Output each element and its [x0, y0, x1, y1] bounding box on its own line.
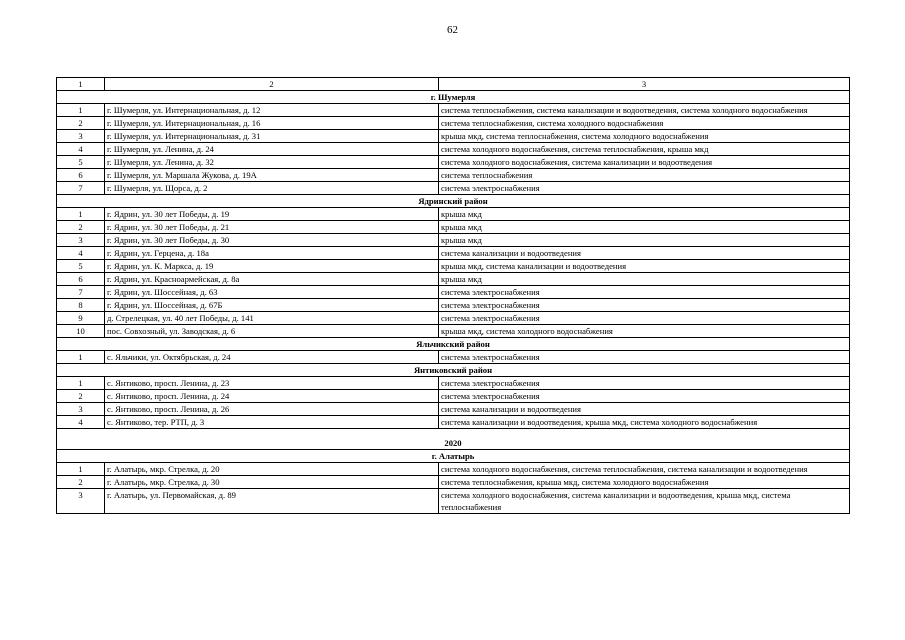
- section-row: [57, 450, 850, 463]
- address-cell: г. Ядрин, ул. 30 лет Победы, д. 21: [105, 221, 439, 234]
- row-number: 1: [57, 351, 105, 364]
- column-number-row: [57, 78, 850, 91]
- works-cell: система электроснабжения: [439, 377, 850, 390]
- year-row: [57, 429, 850, 450]
- address-cell: г. Ядрин, ул. К. Маркса, д. 19: [105, 260, 439, 273]
- table-row: [57, 234, 850, 247]
- row-number: 4: [57, 247, 105, 260]
- row-number: 6: [57, 273, 105, 286]
- works-cell: крыша мкд, система холодного водоснабжения: [439, 325, 850, 338]
- row-number: 3: [57, 234, 105, 247]
- table-row: [57, 390, 850, 403]
- address-cell: г. Шумерля, ул. Ленина, д. 32: [105, 156, 439, 169]
- section-heading: Яльчикский район: [57, 338, 850, 351]
- section-row: [57, 338, 850, 351]
- works-cell: крыша мкд: [439, 273, 850, 286]
- section-row: [57, 195, 850, 208]
- address-cell: д. Стрелецкая, ул. 40 лет Победы, д. 141: [105, 312, 439, 325]
- works-cell: система канализации и водоотведения, крыша мкд, система холодного водоснабжения: [439, 416, 850, 429]
- address-cell: г. Шумерля, ул. Маршала Жукова, д. 19А: [105, 169, 439, 182]
- works-cell: система холодного водоснабжения, система канализации и водоотведения: [439, 156, 850, 169]
- works-cell: крыша мкд, система канализации и водоотведения: [439, 260, 850, 273]
- works-cell: крыша мкд, система теплоснабжения, система холодного водоснабжения: [439, 130, 850, 143]
- table-row: [57, 377, 850, 390]
- table-row: [57, 260, 850, 273]
- address-cell: г. Шумерля, ул. Щорса, д. 2: [105, 182, 439, 195]
- table-row: [57, 169, 850, 182]
- row-number: 4: [57, 416, 105, 429]
- row-number: 3: [57, 403, 105, 416]
- works-cell: крыша мкд: [439, 221, 850, 234]
- row-number: 1: [57, 104, 105, 117]
- section-heading: г. Алатырь: [57, 450, 850, 463]
- register-table-body: [57, 78, 850, 514]
- table-row: [57, 130, 850, 143]
- works-cell: система теплоснабжения, крыша мкд, система холодного водоснабжения: [439, 476, 850, 489]
- section-heading: Янтиковский район: [57, 364, 850, 377]
- row-number: 3: [57, 130, 105, 143]
- address-cell: г. Ядрин, ул. 30 лет Победы, д. 30: [105, 234, 439, 247]
- address-cell: г. Ядрин, ул. Шоссейная, д. 63: [105, 286, 439, 299]
- table-row: [57, 117, 850, 130]
- address-cell: г. Шумерля, ул. Ленина, д. 24: [105, 143, 439, 156]
- table-row: [57, 476, 850, 489]
- works-cell: система теплоснабжения: [439, 169, 850, 182]
- row-number: 1: [57, 208, 105, 221]
- page-number: 62: [447, 24, 458, 36]
- address-cell: с. Янтиково, просп. Ленина, д. 26: [105, 403, 439, 416]
- table-row: [57, 351, 850, 364]
- works-cell: система теплоснабжения, система канализации и водоотведения, система холодного водоснабжения: [439, 104, 850, 117]
- row-number: 2: [57, 476, 105, 489]
- row-number: 10: [57, 325, 105, 338]
- table-row: [57, 312, 850, 325]
- row-number: 7: [57, 182, 105, 195]
- works-cell: система теплоснабжения, система холодного водоснабжения: [439, 117, 850, 130]
- works-cell: система канализации и водоотведения: [439, 247, 850, 260]
- works-cell: система холодного водоснабжения, система теплоснабжения, система канализации и водоотведения: [439, 463, 850, 476]
- address-cell: г. Шумерля, ул. Интернациональная, д. 31: [105, 130, 439, 143]
- row-number: 2: [57, 117, 105, 130]
- row-number: 1: [57, 463, 105, 476]
- section-row: [57, 91, 850, 104]
- column-number-1: 1: [57, 78, 105, 91]
- works-cell: система электроснабжения: [439, 286, 850, 299]
- table-row: [57, 221, 850, 234]
- address-cell: г. Шумерля, ул. Интернациональная, д. 16: [105, 117, 439, 130]
- works-cell: система электроснабжения: [439, 299, 850, 312]
- row-number: 5: [57, 156, 105, 169]
- row-number: 7: [57, 286, 105, 299]
- address-cell: г. Алатырь, мкр. Стрелка, д. 20: [105, 463, 439, 476]
- table-row: [57, 489, 850, 514]
- row-number: 6: [57, 169, 105, 182]
- table-row: [57, 403, 850, 416]
- address-cell: г. Ядрин, ул. Шоссейная, д. 67Б: [105, 299, 439, 312]
- table-row: [57, 208, 850, 221]
- row-number: 2: [57, 221, 105, 234]
- works-cell: система канализации и водоотведения: [439, 403, 850, 416]
- row-number: 9: [57, 312, 105, 325]
- address-cell: пос. Совхозный, ул. Заводская, д. 6: [105, 325, 439, 338]
- table-row: [57, 143, 850, 156]
- table-row: [57, 416, 850, 429]
- row-number: 3: [57, 489, 105, 514]
- row-number: 1: [57, 377, 105, 390]
- works-cell: система холодного водоснабжения, система канализации и водоотведения, крыша мкд, система теплоснабжения: [439, 489, 850, 514]
- table-row: [57, 325, 850, 338]
- section-row: [57, 364, 850, 377]
- table-row: [57, 247, 850, 260]
- works-cell: крыша мкд: [439, 234, 850, 247]
- works-cell: система холодного водоснабжения, система теплоснабжения, крыша мкд: [439, 143, 850, 156]
- row-number: 8: [57, 299, 105, 312]
- address-cell: с. Янтиково, тер. РТП, д. 3: [105, 416, 439, 429]
- address-cell: с. Янтиково, просп. Ленина, д. 24: [105, 390, 439, 403]
- address-cell: г. Ядрин, ул. Красноармейская, д. 8а: [105, 273, 439, 286]
- year-heading: 2020: [57, 429, 850, 450]
- column-number-3: 3: [439, 78, 850, 91]
- column-number-2: 2: [105, 78, 439, 91]
- works-cell: система электроснабжения: [439, 182, 850, 195]
- table-row: [57, 156, 850, 169]
- address-cell: г. Ядрин, ул. Герцена, д. 18а: [105, 247, 439, 260]
- table-row: [57, 182, 850, 195]
- section-heading: г. Шумерля: [57, 91, 850, 104]
- works-cell: система электроснабжения: [439, 390, 850, 403]
- address-cell: с. Яльчики, ул. Октябрьская, д. 24: [105, 351, 439, 364]
- register-table: [56, 77, 850, 514]
- table-row: [57, 463, 850, 476]
- section-heading: Ядринский район: [57, 195, 850, 208]
- address-cell: г. Шумерля, ул. Интернациональная, д. 12: [105, 104, 439, 117]
- table-row: [57, 299, 850, 312]
- address-cell: г. Алатырь, мкр. Стрелка, д. 30: [105, 476, 439, 489]
- works-cell: система электроснабжения: [439, 351, 850, 364]
- address-cell: г. Ядрин, ул. 30 лет Победы, д. 19: [105, 208, 439, 221]
- address-cell: г. Алатырь, ул. Первомайская, д. 89: [105, 489, 439, 514]
- row-number: 4: [57, 143, 105, 156]
- table-row: [57, 273, 850, 286]
- table-row: [57, 104, 850, 117]
- row-number: 5: [57, 260, 105, 273]
- works-cell: система электроснабжения: [439, 312, 850, 325]
- address-cell: с. Янтиково, просп. Ленина, д. 23: [105, 377, 439, 390]
- table-row: [57, 286, 850, 299]
- row-number: 2: [57, 390, 105, 403]
- works-cell: крыша мкд: [439, 208, 850, 221]
